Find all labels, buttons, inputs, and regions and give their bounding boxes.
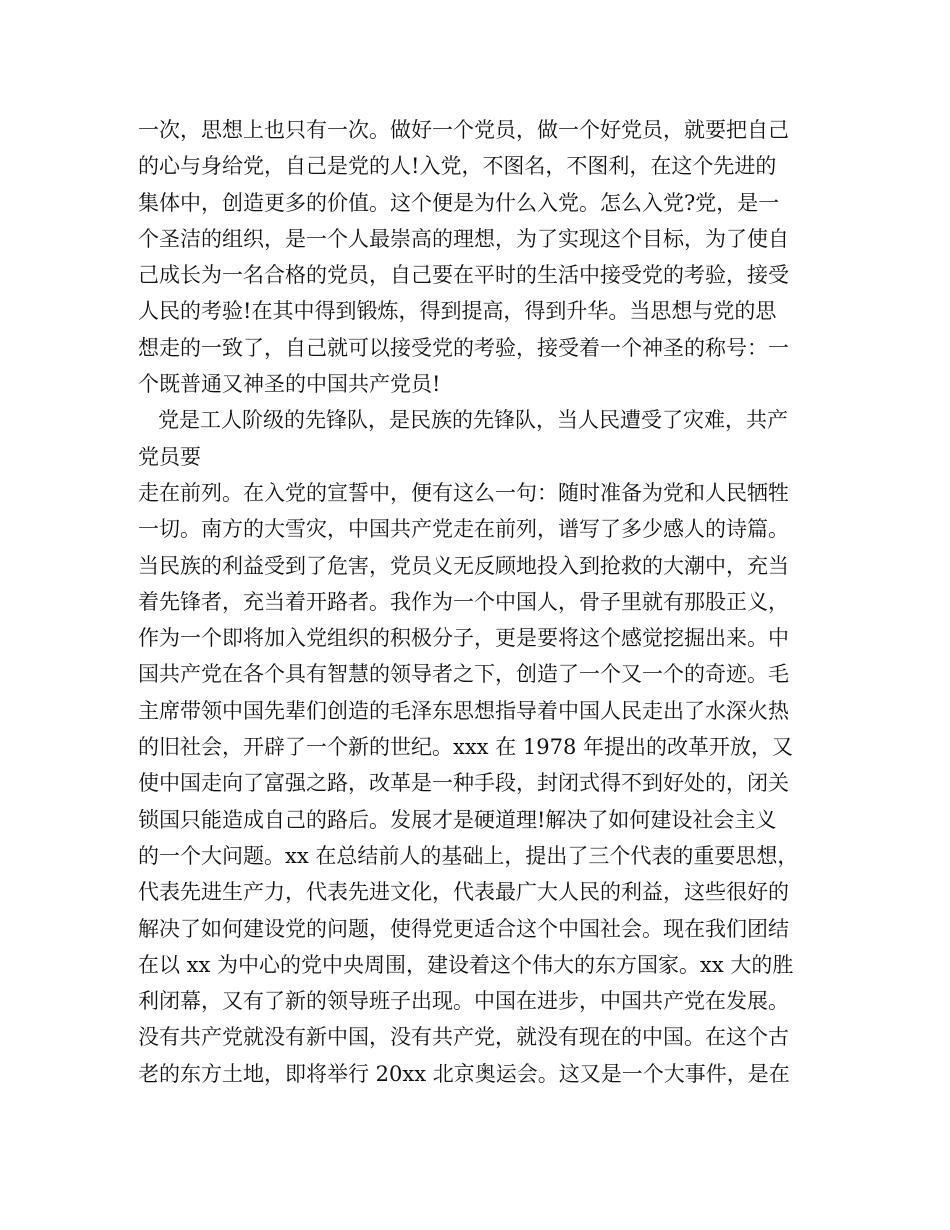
text-line: 当民族的利益受到了危害，党员义无反顾地投入到抢救的大潮中，充当 xyxy=(138,553,789,578)
text-line: 国共产党在各个具有智慧的领导者之下，创造了一个又一个的奇迹。毛 xyxy=(138,662,789,687)
text-line: 主席带领中国先辈们创造的毛泽东思想指导着中国人民走出了水深火热 xyxy=(138,698,789,723)
text-line: 没有共产党就没有新中国，没有共产党，就没有现在的中国。在这个古 xyxy=(138,1025,789,1050)
text-line: 一次，思想上也只有一次。做好一个党员，做一个好党员，就要把自己 xyxy=(138,118,789,142)
text-line: 的一个大问题。xx 在总结前人的基础上，提出了三个代表的重要思想， xyxy=(138,843,799,868)
text-line: 解决了如何建设党的问题，使得党更适合这个中国社会。现在我们团结 xyxy=(138,916,789,941)
text-line: 锁国只能造成自己的路后。发展才是硬道理!解决了如何建设社会主义 xyxy=(138,807,777,832)
paragraph-start-line: 党是工人阶级的先锋队，是民族的先锋队，当人民遭受了灾难，共产 xyxy=(138,408,789,433)
text-line: 己成长为一名合格的党员，自己要在平时的生活中接受党的考验，接受 xyxy=(138,263,789,288)
text-line: 作为一个即将加入党组织的积极分子，更是要将这个感觉挖掘出来。中 xyxy=(138,626,789,651)
text-line: 老的东方土地，即将举行 20xx 北京奥运会。这又是一个大事件，是在 xyxy=(138,1061,790,1086)
text-line: 着先锋者，充当着开路者。我作为一个中国人，骨子里就有那股正义， xyxy=(138,589,789,614)
text-line: 想走的一致了，自己就可以接受党的考验，接受着一个神圣的称号：一 xyxy=(138,335,789,360)
text-line: 人民的考验!在其中得到锻炼，得到提高，得到升华。当思想与党的思 xyxy=(138,299,777,324)
text-line: 利闭幕，又有了新的领导班子出现。中国在进步，中国共产党在发展。 xyxy=(138,989,789,1014)
text-line: 个既普通又神圣的中国共产党员! xyxy=(138,372,441,397)
text-line: 个圣洁的组织，是一个人最崇高的理想，为了实现这个目标，为了使自 xyxy=(138,226,789,251)
text-line: 的心与身给党，自己是党的人!入党，不图名，不图利，在这个先进的 xyxy=(138,154,777,179)
body-text xyxy=(138,112,828,1092)
text-line: 党员要 xyxy=(138,444,201,469)
text-line: 的旧社会，开辟了一个新的世纪。xxx 在 1978 年提出的改革开放，又 xyxy=(138,735,793,760)
text-line: 在以 xx 为中心的党中央周围，建设着这个伟大的东方国家。xx 大的胜 xyxy=(138,952,794,977)
text-line: 一切。南方的大雪灾，中国共产党走在前列，谱写了多少感人的诗篇。 xyxy=(138,517,789,542)
text-line: 集体中，创造更多的价值。这个便是为什么入党。怎么入党?党，是一 xyxy=(138,190,780,215)
text-line: 走在前列。在入党的宣誓中，便有这么一句：随时准备为党和人民牺牲 xyxy=(138,480,789,505)
text-line: 使中国走向了富强之路，改革是一种手段，封闭式得不到好处的，闭关 xyxy=(138,771,789,796)
text-line: 代表先进生产力，代表先进文化，代表最广大人民的利益，这些很好的 xyxy=(138,880,789,905)
